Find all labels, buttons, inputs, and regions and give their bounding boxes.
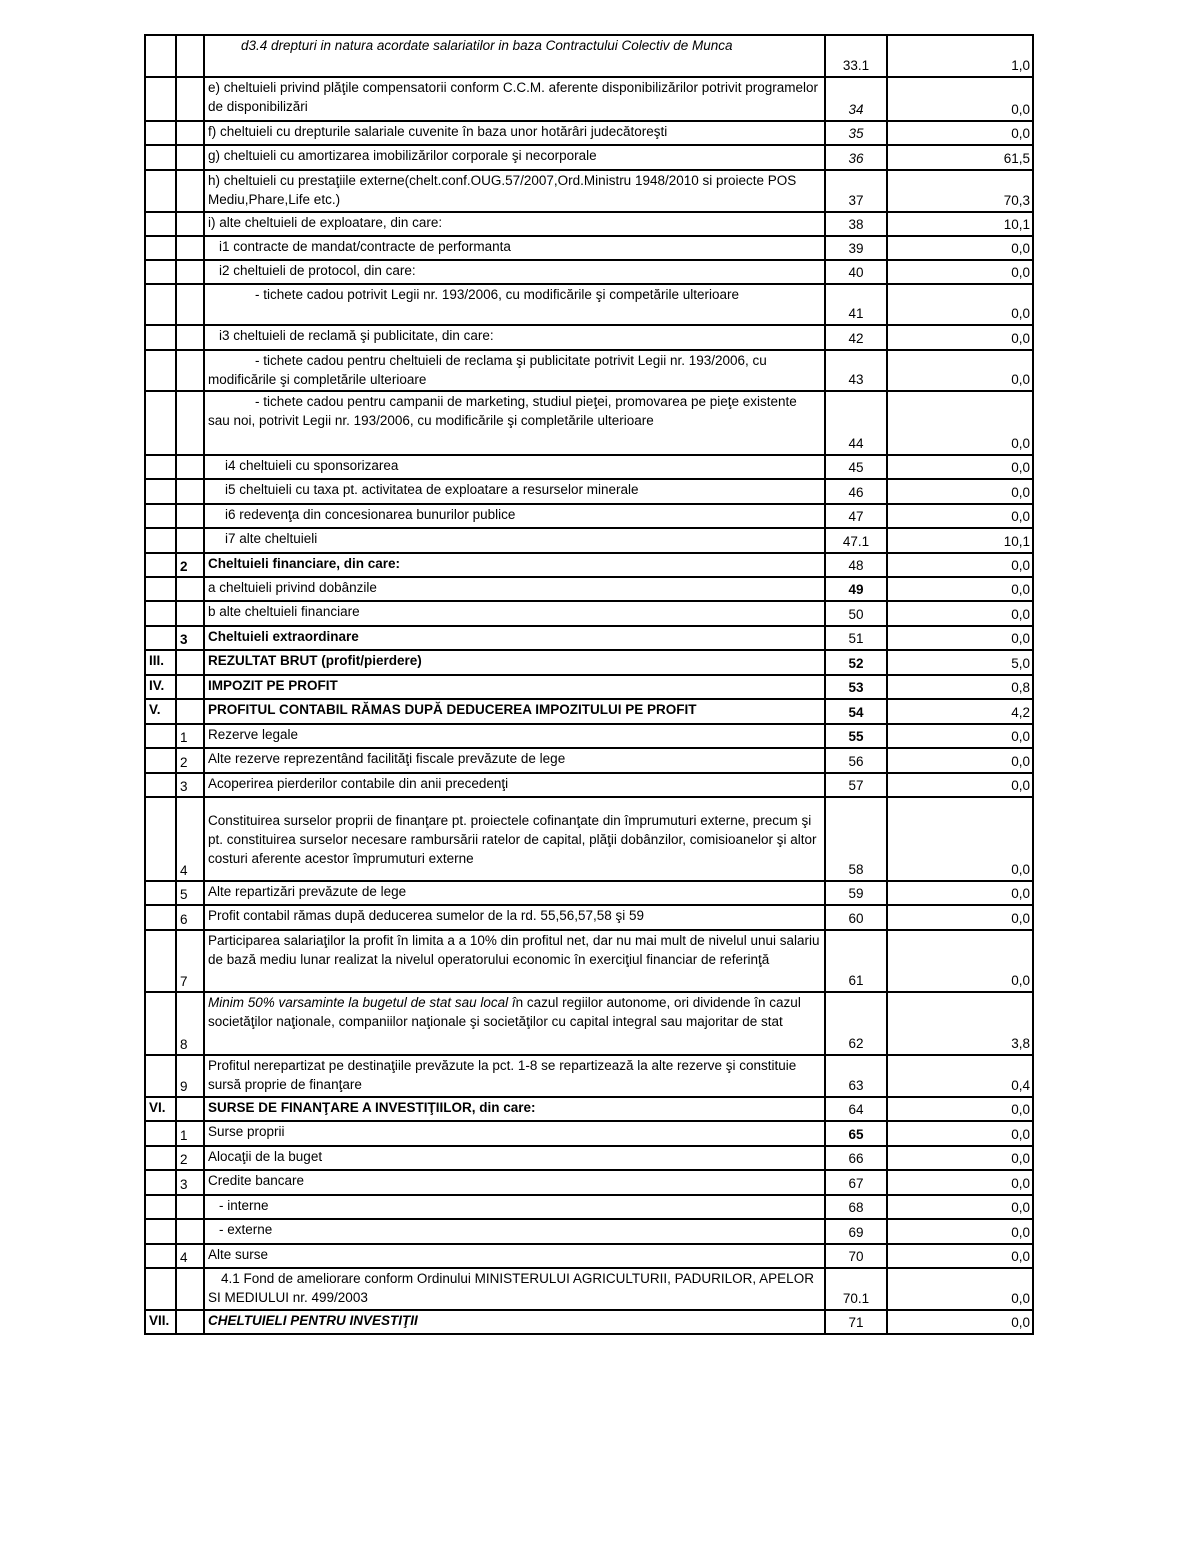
- row-number: 1: [176, 1121, 204, 1146]
- table-row: [145, 601, 1033, 626]
- row-description: Cheltuieli extraordinare: [204, 626, 825, 650]
- row-number: 8: [176, 992, 204, 1055]
- row-description: - tichete cadou potrivit Legii nr. 193/2006, cu modificările şi competările ulterioare: [204, 284, 825, 325]
- table-row: [145, 284, 1033, 325]
- row-section: [145, 236, 176, 260]
- row-value: 0,0: [887, 1121, 1033, 1146]
- row-number: 2: [176, 1146, 204, 1170]
- row-description: Profit contabil rămas după deducerea sumelor de la rd. 55,56,57,58 şi 59: [204, 905, 825, 930]
- row-description: Rezerve legale: [204, 724, 825, 748]
- row-description: Alte surse: [204, 1244, 825, 1268]
- row-value: 0,0: [887, 1195, 1033, 1219]
- row-number: 7: [176, 930, 204, 992]
- row-description-rest: n cazul regiilor autonome, ori dividende în cazul societăţilor naţionale, companiilor naţionale şi societăţilor cu capital integral sau majoritar de stat: [208, 995, 801, 1029]
- row-value: 0,0: [887, 1170, 1033, 1195]
- row-code: 35: [825, 121, 887, 145]
- row-description: Alocaţii de la buget: [204, 1146, 825, 1170]
- row-code: 59: [825, 881, 887, 905]
- row-number: 3: [176, 773, 204, 797]
- row-description: [204, 992, 825, 1055]
- row-section: [145, 905, 176, 930]
- row-value: 0,0: [887, 504, 1033, 528]
- row-value: 0,0: [887, 797, 1033, 881]
- row-value: 0,0: [887, 553, 1033, 577]
- row-number: [176, 601, 204, 626]
- row-section: III.: [145, 650, 176, 675]
- row-section: [145, 325, 176, 350]
- row-code: 70.1: [825, 1268, 887, 1310]
- table-row: [145, 391, 1033, 455]
- row-value: 3,8: [887, 992, 1033, 1055]
- table-row: [145, 528, 1033, 553]
- row-section: V.: [145, 699, 176, 724]
- row-number: [176, 650, 204, 675]
- row-description: b alte cheltuieli financiare: [204, 601, 825, 626]
- row-value: 0,0: [887, 284, 1033, 325]
- row-code: 34: [825, 77, 887, 121]
- table-row: [145, 1055, 1033, 1097]
- row-value: 0,0: [887, 905, 1033, 930]
- row-value: 1,0: [887, 35, 1033, 77]
- row-section: [145, 577, 176, 601]
- row-section: VII.: [145, 1310, 176, 1334]
- row-description: i3 cheltuieli de reclamă şi publicitate, din care:: [204, 325, 825, 350]
- table-row: [145, 675, 1033, 699]
- table-row: [145, 121, 1033, 145]
- row-description: f) cheltuieli cu drepturile salariale cuvenite în baza unor hotărâri judecătoreşti: [204, 121, 825, 145]
- row-value: 0,0: [887, 626, 1033, 650]
- row-section: [145, 881, 176, 905]
- row-section: [145, 1121, 176, 1146]
- row-description: - externe: [204, 1219, 825, 1244]
- row-description: Credite bancare: [204, 1170, 825, 1195]
- row-code: 64: [825, 1097, 887, 1121]
- row-code: 51: [825, 626, 887, 650]
- row-section: IV.: [145, 675, 176, 699]
- row-description: e) cheltuieli privind plăţile compensatorii conform C.C.M. aferente disponibilizărilor potrivit programelor de disponibilizări: [204, 77, 825, 121]
- row-number: 5: [176, 881, 204, 905]
- row-code: 56: [825, 748, 887, 773]
- table-row: [145, 504, 1033, 528]
- row-number: 2: [176, 748, 204, 773]
- row-description: i) alte cheltuieli de exploatare, din care:: [204, 212, 825, 236]
- row-value: 0,0: [887, 121, 1033, 145]
- row-number: 3: [176, 1170, 204, 1195]
- table-row: [145, 455, 1033, 479]
- row-number: [176, 577, 204, 601]
- row-code: 39: [825, 236, 887, 260]
- row-value: 0,0: [887, 391, 1033, 455]
- row-section: [145, 1268, 176, 1310]
- row-description: i4 cheltuieli cu sponsorizarea: [204, 455, 825, 479]
- row-value: 0,0: [887, 236, 1033, 260]
- row-number: [176, 1268, 204, 1310]
- row-number: 4: [176, 1244, 204, 1268]
- row-number: [176, 675, 204, 699]
- row-number: [176, 121, 204, 145]
- row-code: 68: [825, 1195, 887, 1219]
- table-row: [145, 170, 1033, 212]
- row-section: [145, 528, 176, 553]
- table-row: [145, 626, 1033, 650]
- row-value: 61,5: [887, 145, 1033, 170]
- table-row: [145, 748, 1033, 773]
- row-value: 0,0: [887, 1310, 1033, 1334]
- row-value: 10,1: [887, 212, 1033, 236]
- row-number: 9: [176, 1055, 204, 1097]
- row-code: 44: [825, 391, 887, 455]
- row-section: [145, 1055, 176, 1097]
- row-description: PROFITUL CONTABIL RĂMAS DUPĂ DEDUCEREA IMPOZITULUI PE PROFIT: [204, 699, 825, 724]
- row-description: 4.1 Fond de ameliorare conform Ordinului MINISTERULUI AGRICULTURII, PADURILOR, APELOR SI MEDIULUI nr. 499/2003: [204, 1268, 825, 1310]
- row-code: 40: [825, 260, 887, 284]
- table-row: [145, 325, 1033, 350]
- row-code: 48: [825, 553, 887, 577]
- row-number: [176, 145, 204, 170]
- row-description: i7 alte cheltuieli: [204, 528, 825, 553]
- table-row: [145, 650, 1033, 675]
- row-description: REZULTAT BRUT (profit/pierdere): [204, 650, 825, 675]
- row-value: 0,0: [887, 748, 1033, 773]
- row-number: 1: [176, 724, 204, 748]
- row-value: 0,0: [887, 1219, 1033, 1244]
- row-number: [176, 1195, 204, 1219]
- row-section: [145, 1219, 176, 1244]
- row-section: [145, 1170, 176, 1195]
- table-row: [145, 1121, 1033, 1146]
- row-section: [145, 601, 176, 626]
- row-number: 2: [176, 553, 204, 577]
- row-description: a cheltuieli privind dobânzile: [204, 577, 825, 601]
- row-number: [176, 1219, 204, 1244]
- table-row: [145, 930, 1033, 992]
- row-description: Alte rezerve reprezentând facilităţi fiscale prevăzute de lege: [204, 748, 825, 773]
- row-section: [145, 748, 176, 773]
- row-number: 6: [176, 905, 204, 930]
- row-description: i6 redevenţa din concesionarea bunurilor publice: [204, 504, 825, 528]
- table-row: [145, 77, 1033, 121]
- row-number: [176, 528, 204, 553]
- row-section: [145, 504, 176, 528]
- row-section: [145, 35, 176, 77]
- row-value: 0,0: [887, 455, 1033, 479]
- row-description: - interne: [204, 1195, 825, 1219]
- row-code: 71: [825, 1310, 887, 1334]
- row-section: [145, 170, 176, 212]
- row-value: 0,0: [887, 601, 1033, 626]
- table-row: [145, 1097, 1033, 1121]
- row-code: 47: [825, 504, 887, 528]
- row-description: IMPOZIT PE PROFIT: [204, 675, 825, 699]
- row-description: Surse proprii: [204, 1121, 825, 1146]
- budget-table: [144, 34, 1034, 1335]
- row-code: 42: [825, 325, 887, 350]
- row-code: 50: [825, 601, 887, 626]
- row-code: 37: [825, 170, 887, 212]
- row-code: 54: [825, 699, 887, 724]
- row-section: [145, 1146, 176, 1170]
- row-description: Constituirea surselor proprii de finanţare pt. proiectele cofinanţate din împrumuturi externe, precum şi pt. constituirea surselor necesare rambursării ratelor de capital, plăţii dobânzilor, comisioanelor şi altor costuri aferente acestor împrumuturi externe: [204, 797, 825, 881]
- row-code: 57: [825, 773, 887, 797]
- row-number: [176, 325, 204, 350]
- table-row: [145, 553, 1033, 577]
- row-number: [176, 699, 204, 724]
- table-row: [145, 35, 1033, 77]
- table-row: [145, 145, 1033, 170]
- row-section: [145, 350, 176, 391]
- table-row: [145, 881, 1033, 905]
- row-value: 0,0: [887, 724, 1033, 748]
- row-value: 10,1: [887, 528, 1033, 553]
- row-value: 4,2: [887, 699, 1033, 724]
- row-section: [145, 391, 176, 455]
- table-row: [145, 1268, 1033, 1310]
- table-row: [145, 1219, 1033, 1244]
- row-number: [176, 1310, 204, 1334]
- row-description: Profitul nerepartizat pe destinaţiile prevăzute la pct. 1-8 se repartizează la alte rezerve şi constituie sursă proprie de finanţare: [204, 1055, 825, 1097]
- row-value: 0,0: [887, 325, 1033, 350]
- row-code: 52: [825, 650, 887, 675]
- row-code: 70: [825, 1244, 887, 1268]
- row-description: - tichete cadou pentru campanii de marketing, studiul pieţei, promovarea pe pieţe existente sau noi, potrivit Legii nr. 193/2006, cu modificările şi completările ulterioare: [204, 391, 825, 455]
- row-description: Alte repartizări prevăzute de lege: [204, 881, 825, 905]
- row-number: [176, 504, 204, 528]
- table-row: [145, 1146, 1033, 1170]
- row-section: [145, 479, 176, 504]
- row-section: [145, 773, 176, 797]
- row-description: Participarea salariaţilor la profit în limita a a 10% din profitul net, dar nu mai mult de nivelul unui salariu de bază mediu lunar realizat la nivelul operatorului economic în exerciţiul financiar de referinţă: [204, 930, 825, 992]
- row-code: 63: [825, 1055, 887, 1097]
- table-row: [145, 577, 1033, 601]
- row-value: 0,0: [887, 881, 1033, 905]
- row-section: [145, 724, 176, 748]
- row-description: CHELTUIELI PENTRU INVESTIŢII: [204, 1310, 825, 1334]
- row-description: i1 contracte de mandat/contracte de performanta: [204, 236, 825, 260]
- row-value: 0,8: [887, 675, 1033, 699]
- row-code: 46: [825, 479, 887, 504]
- row-value: 0,0: [887, 1244, 1033, 1268]
- row-description: g) cheltuieli cu amortizarea imobilizărilor corporale şi necorporale: [204, 145, 825, 170]
- row-value: 0,0: [887, 1146, 1033, 1170]
- row-section: [145, 553, 176, 577]
- row-description: i2 cheltuieli de protocol, din care:: [204, 260, 825, 284]
- row-number: [176, 284, 204, 325]
- row-number: [176, 77, 204, 121]
- row-number: [176, 170, 204, 212]
- table-row: [145, 212, 1033, 236]
- row-value: 0,0: [887, 479, 1033, 504]
- row-section: [145, 930, 176, 992]
- table-row: [145, 992, 1033, 1055]
- row-section: [145, 626, 176, 650]
- row-value: 0,4: [887, 1055, 1033, 1097]
- row-section: [145, 284, 176, 325]
- row-value: 70,3: [887, 170, 1033, 212]
- table-row: [145, 724, 1033, 748]
- row-number: [176, 391, 204, 455]
- row-section: [145, 1195, 176, 1219]
- row-number: 4: [176, 797, 204, 881]
- row-description: d3.4 drepturi in natura acordate salariatilor in baza Contractului Colectiv de Munca: [204, 35, 825, 77]
- row-code: 49: [825, 577, 887, 601]
- row-number: [176, 212, 204, 236]
- row-section: [145, 260, 176, 284]
- row-value: 0,0: [887, 260, 1033, 284]
- row-number: [176, 479, 204, 504]
- row-description: i5 cheltuieli cu taxa pt. activitatea de exploatare a resurselor minerale: [204, 479, 825, 504]
- table-row: [145, 797, 1033, 881]
- table-row: [145, 479, 1033, 504]
- row-value: 0,0: [887, 1268, 1033, 1310]
- row-number: [176, 35, 204, 77]
- row-number: [176, 260, 204, 284]
- row-code: 60: [825, 905, 887, 930]
- row-description: Cheltuieli financiare, din care:: [204, 553, 825, 577]
- row-number: 3: [176, 626, 204, 650]
- row-section: [145, 145, 176, 170]
- table-row: [145, 905, 1033, 930]
- table-row: [145, 350, 1033, 391]
- row-description: SURSE DE FINANŢARE A INVESTIŢIILOR, din care:: [204, 1097, 825, 1121]
- row-number: [176, 236, 204, 260]
- row-number: [176, 1097, 204, 1121]
- table-row: [145, 1244, 1033, 1268]
- row-code: 67: [825, 1170, 887, 1195]
- row-section: [145, 797, 176, 881]
- row-section: [145, 455, 176, 479]
- row-section: [145, 212, 176, 236]
- row-value: 0,0: [887, 1097, 1033, 1121]
- row-value: 0,0: [887, 930, 1033, 992]
- table-row: [145, 1195, 1033, 1219]
- row-code: 58: [825, 797, 887, 881]
- table-row: [145, 699, 1033, 724]
- row-number: [176, 350, 204, 391]
- row-code: 47.1: [825, 528, 887, 553]
- row-code: 33.1: [825, 35, 887, 77]
- row-code: 45: [825, 455, 887, 479]
- table-row: [145, 773, 1033, 797]
- table-row: [145, 1170, 1033, 1195]
- row-section: [145, 121, 176, 145]
- row-code: 66: [825, 1146, 887, 1170]
- row-code: 38: [825, 212, 887, 236]
- row-code: 55: [825, 724, 887, 748]
- row-code: 65: [825, 1121, 887, 1146]
- row-section: [145, 1244, 176, 1268]
- row-number: [176, 455, 204, 479]
- row-value: 0,0: [887, 77, 1033, 121]
- row-description: h) cheltuieli cu prestaţiile externe(chelt.conf.OUG.57/2007,Ord.Ministru 1948/2010 si proiecte POS Mediu,Phare,Life etc.): [204, 170, 825, 212]
- row-value: 0,0: [887, 577, 1033, 601]
- row-section: VI.: [145, 1097, 176, 1121]
- row-code: 61: [825, 930, 887, 992]
- table-row: [145, 1310, 1033, 1334]
- row-code: 69: [825, 1219, 887, 1244]
- row-code: 36: [825, 145, 887, 170]
- row-section: [145, 992, 176, 1055]
- row-code: 41: [825, 284, 887, 325]
- table-row: [145, 260, 1033, 284]
- row-value: 0,0: [887, 773, 1033, 797]
- row-code: 62: [825, 992, 887, 1055]
- row-section: [145, 77, 176, 121]
- row-description: Acoperirea pierderilor contabile din anii precedenţi: [204, 773, 825, 797]
- row-code: 53: [825, 675, 887, 699]
- row-description: - tichete cadou pentru cheltuieli de reclama şi publicitate potrivit Legii nr. 193/2006, cu modificările şi completările ulterioare: [204, 350, 825, 391]
- row-code: 43: [825, 350, 887, 391]
- table-row: [145, 236, 1033, 260]
- row-value: 0,0: [887, 350, 1033, 391]
- row-description-italic: Minim 50% varsaminte la bugetul de stat sau local î: [208, 995, 516, 1010]
- row-value: 5,0: [887, 650, 1033, 675]
